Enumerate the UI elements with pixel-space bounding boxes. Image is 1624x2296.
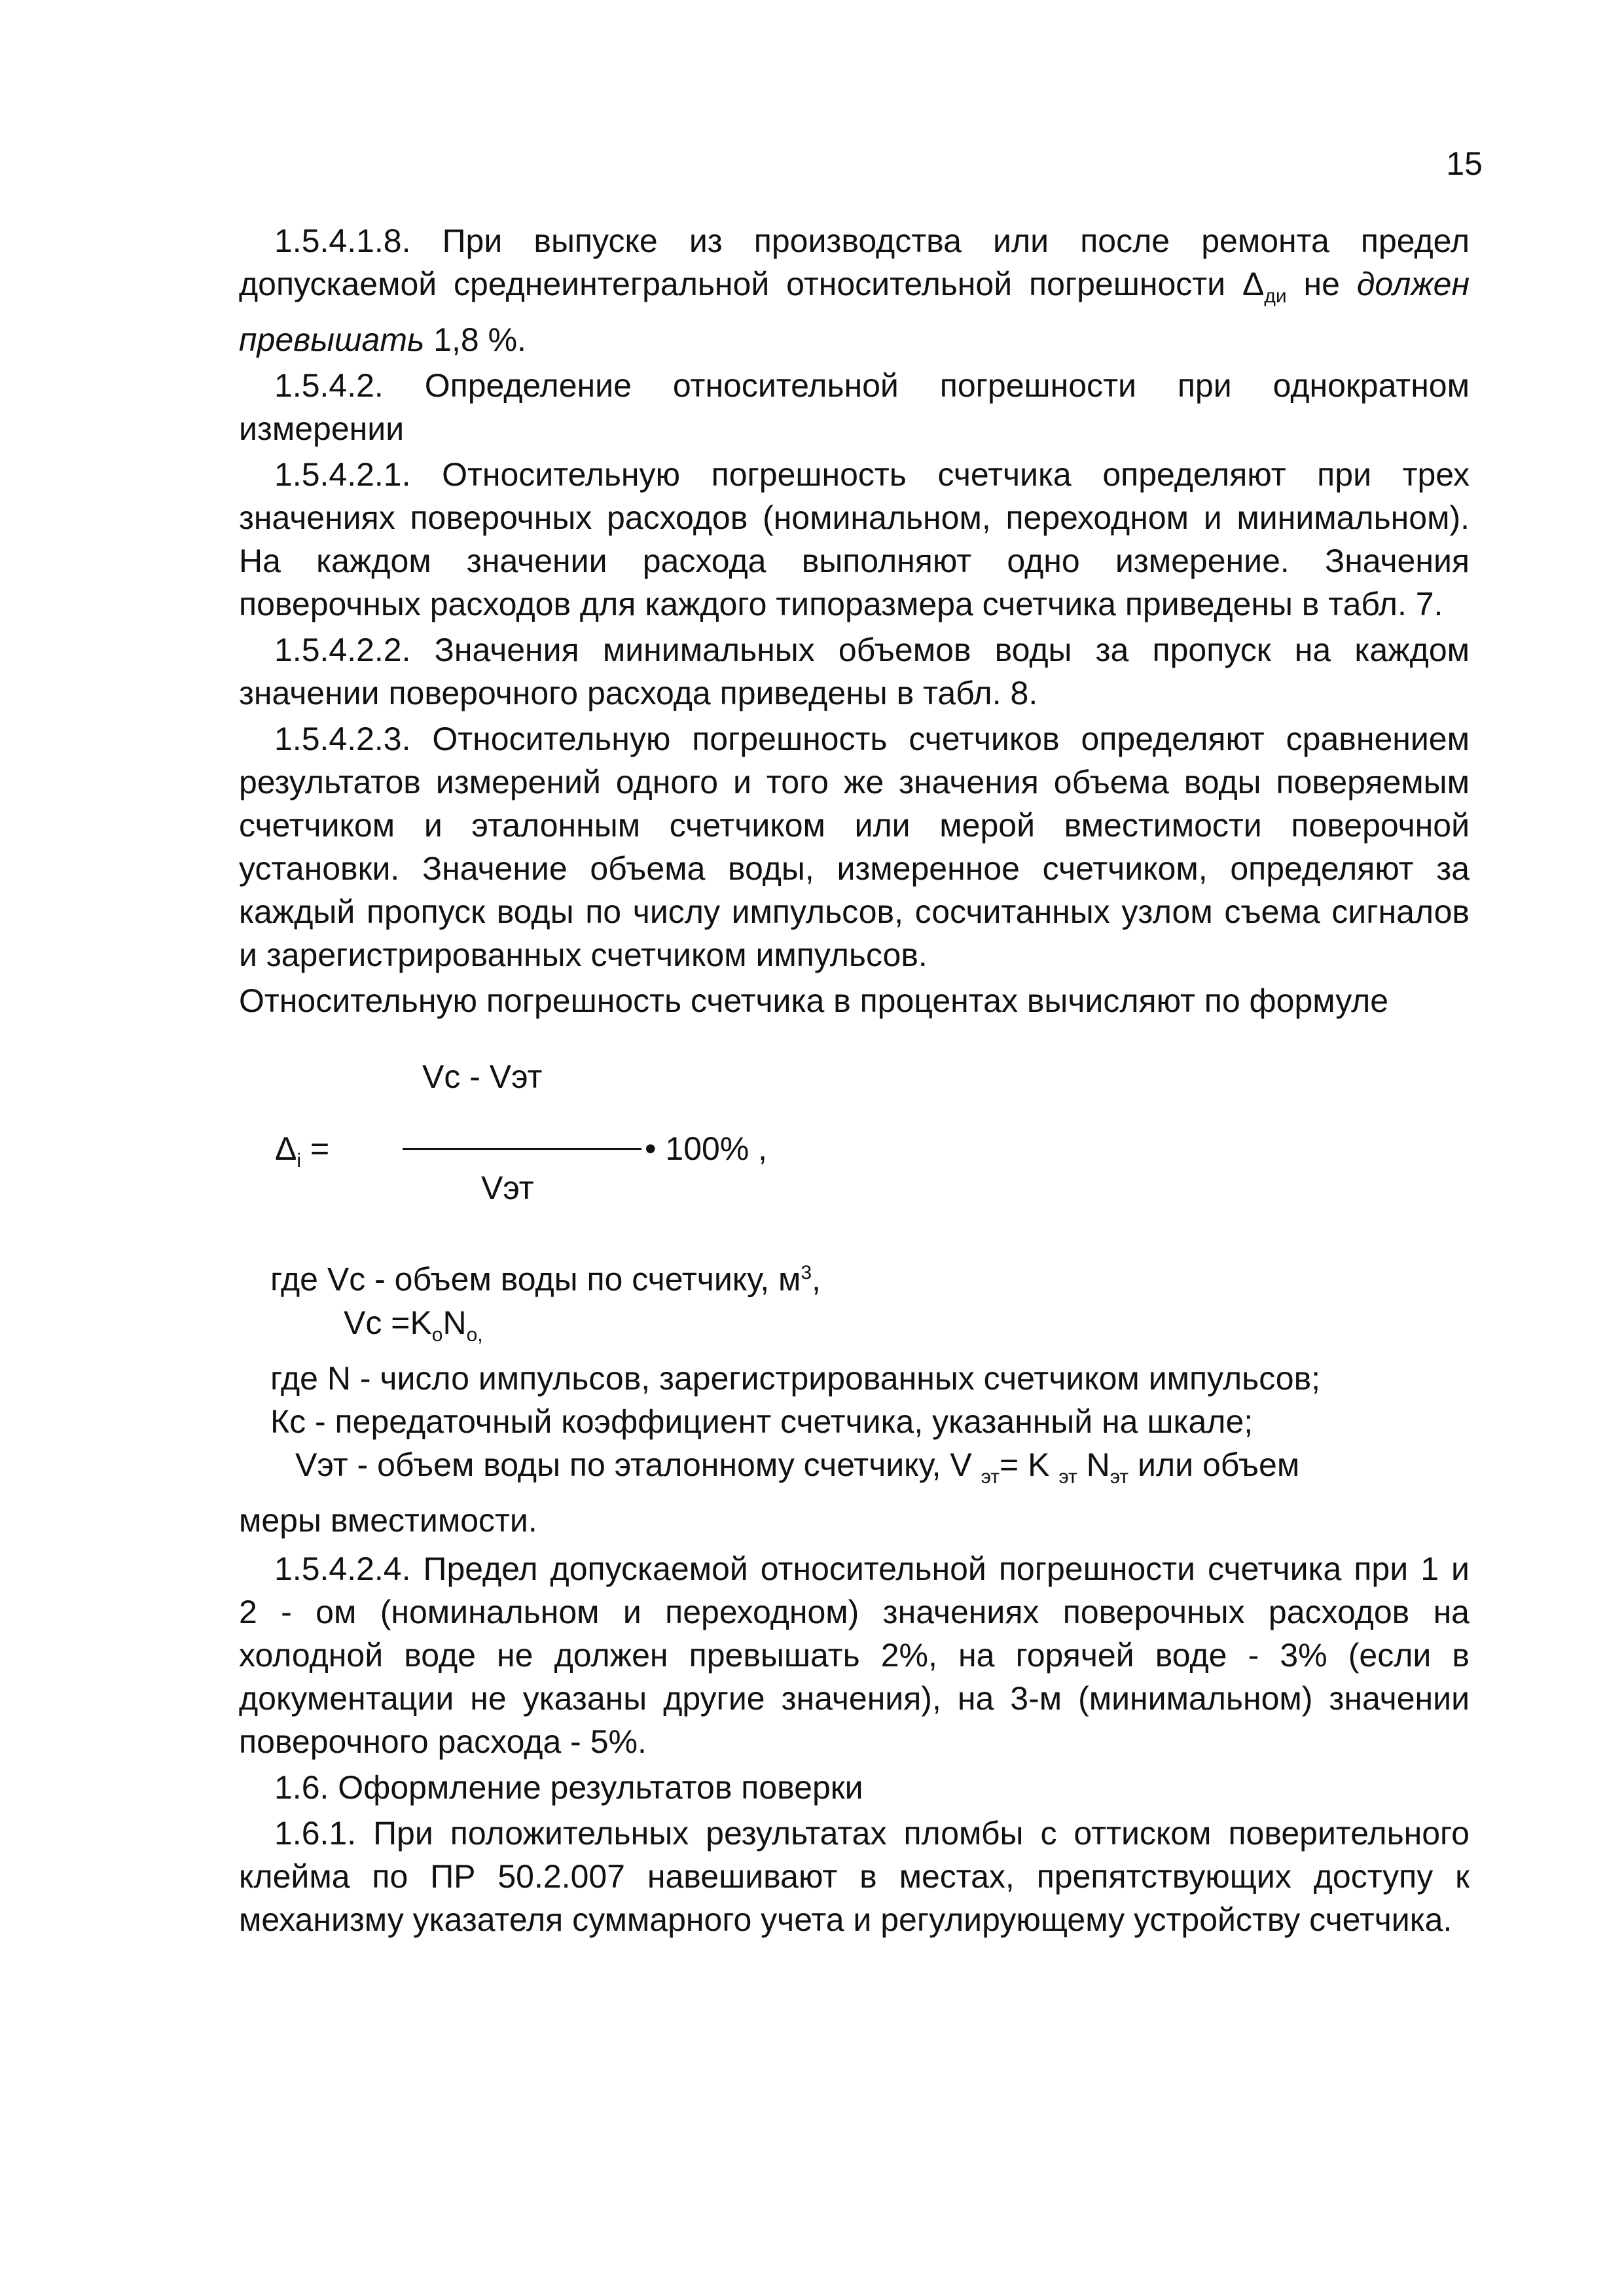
paragraph-1-6-1: 1.6.1. При положительных результатах пломбы с оттиском поверительного клейма по ПР 50.2.007 навешивают в местах, препятствующих доступу к механизму указателя суммарного учета и регулирующему устройству счетчика. (239, 1814, 1470, 1938)
formula-definitions (239, 1251, 1470, 1542)
definition-vet: Vэт - объем воды по эталонному счетчику, V $_{эт}$= K $_{эт}$ $N_{эт}$ или объем (295, 1446, 1300, 1488)
paragraph-1-5-4-1-8: 1.5.4.1.8. При выпуске из производства или после ремонта предел допускаемой среднеинтегральной относительной погрешности $\Delta_{ди}$ не должен превышать 1,8 %. (239, 223, 1470, 358)
paragraph-1-5-4-2-1: 1.5.4.2.1. Относительную погрешность счетчика определяют при трех значениях поверочных расходов (номинальном, переходном и минимальном). На каждом значении расхода выполняют одно измерение. Значения поверочных расходов для каждого типоразмера счетчика приведены в табл. 7. (239, 456, 1470, 622)
paragraph-1-6: 1.6. Оформление результатов поверки (274, 1768, 863, 1806)
relative-error-formula (239, 1055, 1470, 1251)
paragraph-1-5-4-2-4: 1.5.4.2.4. Предел допускаемой относительной погрешности счетчика при 1 и 2 - ом (номинальном и переходном) значениях поверочных расходов на холодной воде не должен превышать 2%, на горячей воде - 3% (если в документации не указаны другие значения), на 3-м (минимальном) значении поверочного расхода - 5%. (239, 1550, 1470, 1760)
definition-n: где N - число импульсов, зарегистрированных счетчиком импульсов; (270, 1359, 1321, 1397)
definition-vet-continued: меры вместимости. (239, 1501, 537, 1539)
page-number: 15 (1446, 145, 1483, 182)
formula-lhs: $\Delta_i$ = (275, 1130, 330, 1172)
document-body (239, 219, 1470, 1944)
definition-vc: где Vc - объем воды по счетчику, $м^3$, (270, 1261, 821, 1298)
paragraph-formula-intro: Относительную погрешность счетчика в процентах вычисляют по формуле (239, 982, 1389, 1019)
definition-vc-formula: $Vc =K_oN_{o,}$ (344, 1304, 483, 1346)
paragraph-1-5-4-2-3: 1.5.4.2.3. Относительную погрешность счетчиков определяют сравнением результатов измерений одного и того же значения объема воды поверяемым счетчиком и эталонным счетчиком или мерой вместимости поверочной установки. Значение объема воды, измеренное счетчиком, определяют за каждый пропуск воды по числу импульсов, сосчитанных узлом съема сигналов и зарегистрированных счетчиком импульсов. (239, 721, 1470, 973)
formula-multiplier: • 100% , (645, 1130, 768, 1167)
formula-denominator: Vэт (481, 1170, 534, 1206)
formula-numerator: Vc - Vэт (422, 1058, 543, 1095)
paragraph-1-5-4-2: 1.5.4.2. Определение относительной погрешности при однократном измерении (239, 367, 1470, 447)
formula-fraction-bar (403, 1148, 641, 1150)
definition-kc: Кс - передаточный коэффициент счетчика, указанный на шкале; (270, 1403, 1254, 1440)
paragraph-1-5-4-2-2: 1.5.4.2.2. Значения минимальных объемов воды за пропуск на каждом значении поверочного расхода приведены в табл. 8. (239, 632, 1470, 711)
